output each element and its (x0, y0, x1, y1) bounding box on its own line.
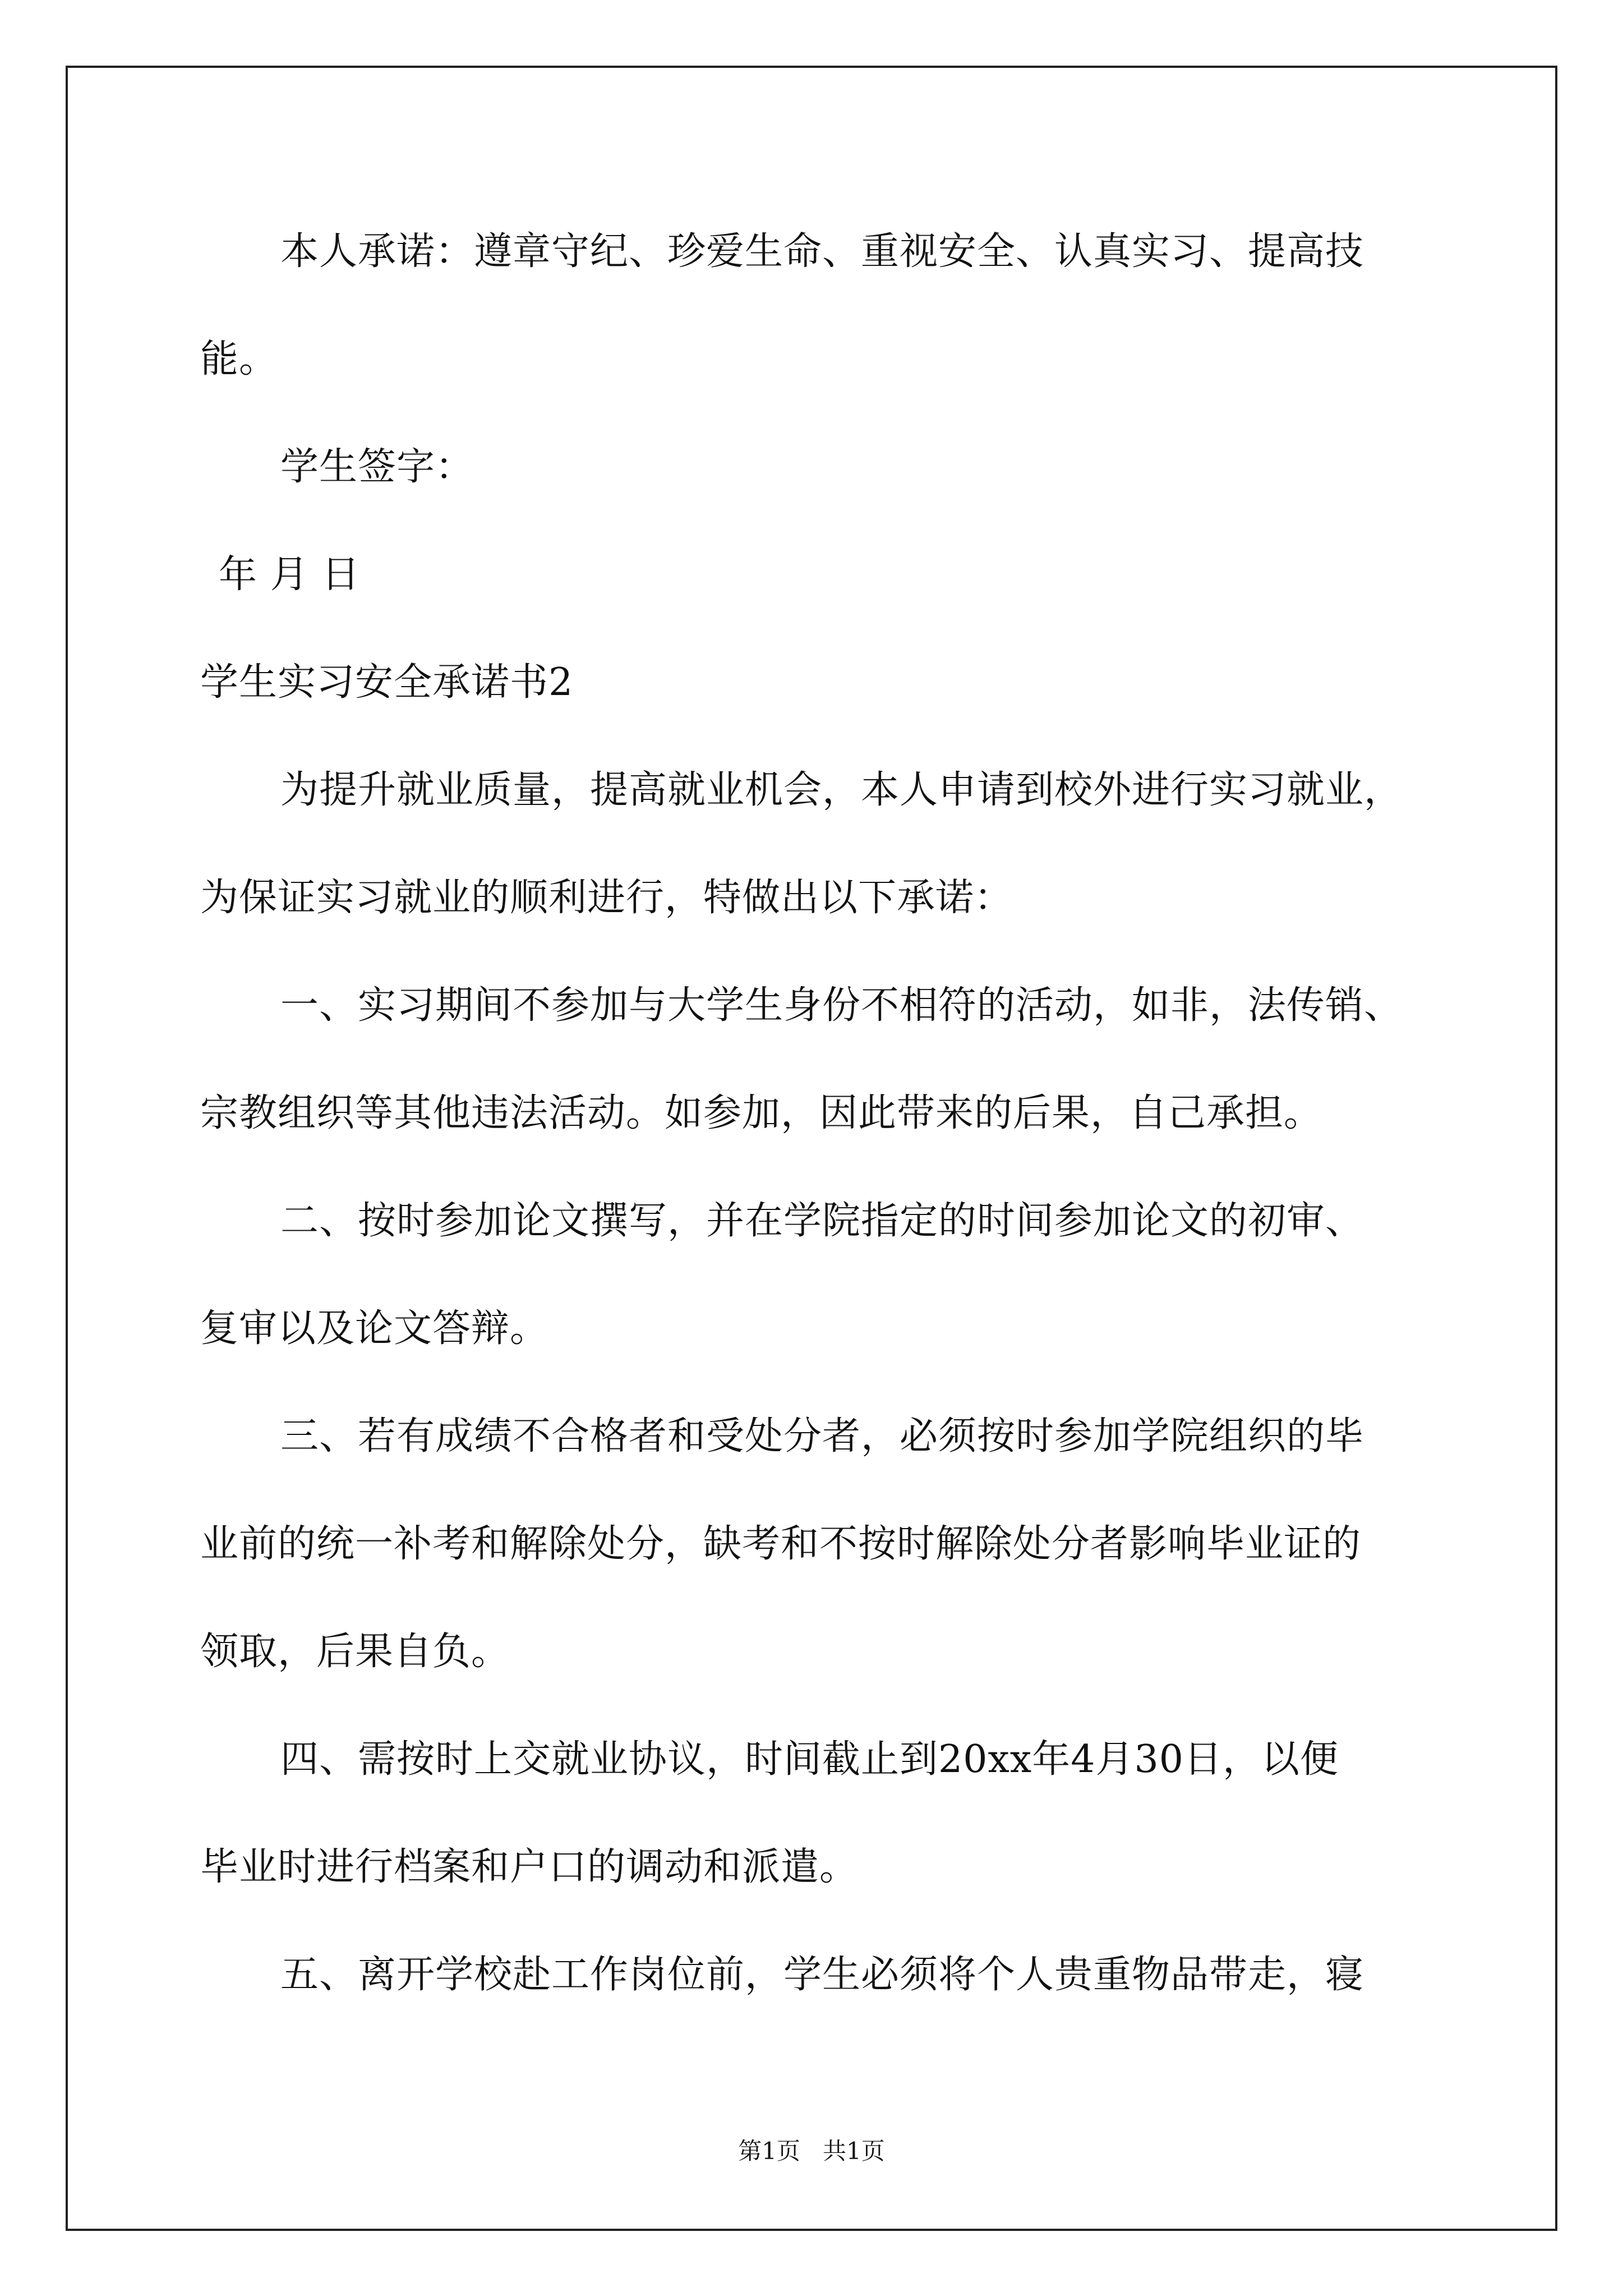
item-4-line-1: 四、需按时上交就业协议，时间截止到20xx年4月30日，以便 (280, 1737, 1339, 1782)
date-line: 年 月 日 (219, 553, 361, 597)
item-1-line-2: 宗教组织等其他违法活动。如参加，因此带来的后果，自己承担。 (200, 1091, 1323, 1135)
item-2-line-1: 二、按时参加论文撰写，并在学院指定的时间参加论文的初审、 (280, 1199, 1364, 1243)
item-3-line-2: 业前的统一补考和解除处分，缺考和不按时解除处分者影响毕业证的 (200, 1522, 1362, 1566)
student-signature-label: 学生签字： (280, 445, 474, 489)
intro-line-2: 为保证实习就业的顺利进行，特做出以下承诺： (200, 876, 1013, 920)
paragraph-commitment-line-2: 能。 (200, 337, 278, 381)
intro-line-1: 为提升就业质量，提高就业机会，本人申请到校外进行实习就业， (280, 768, 1403, 812)
item-2-line-2: 复审以及论文答辩。 (200, 1306, 549, 1351)
page-footer: 第1页 共1页 (738, 2137, 885, 2165)
section-title: 学生实习安全承诺书2 (200, 660, 574, 705)
item-3-line-3: 领取，后果自负。 (200, 1630, 510, 1674)
paragraph-commitment-line-1: 本人承诺：遵章守纪、珍爱生命、重视安全、认真实习、提高技 (280, 229, 1364, 274)
item-1-line-1: 一、实习期间不参加与大学生身份不相符的活动，如非，法传销、 (280, 983, 1403, 1028)
item-3-line-1: 三、若有成绩不合格者和受处分者，必须按时参加学院组织的毕 (280, 1414, 1364, 1458)
page-border (66, 66, 1557, 2231)
item-5-line-1: 五、离开学校赴工作岗位前，学生必须将个人贵重物品带走，寝 (280, 1953, 1364, 1997)
item-4-line-2: 毕业时进行档案和户口的调动和派遣。 (200, 1845, 859, 1889)
